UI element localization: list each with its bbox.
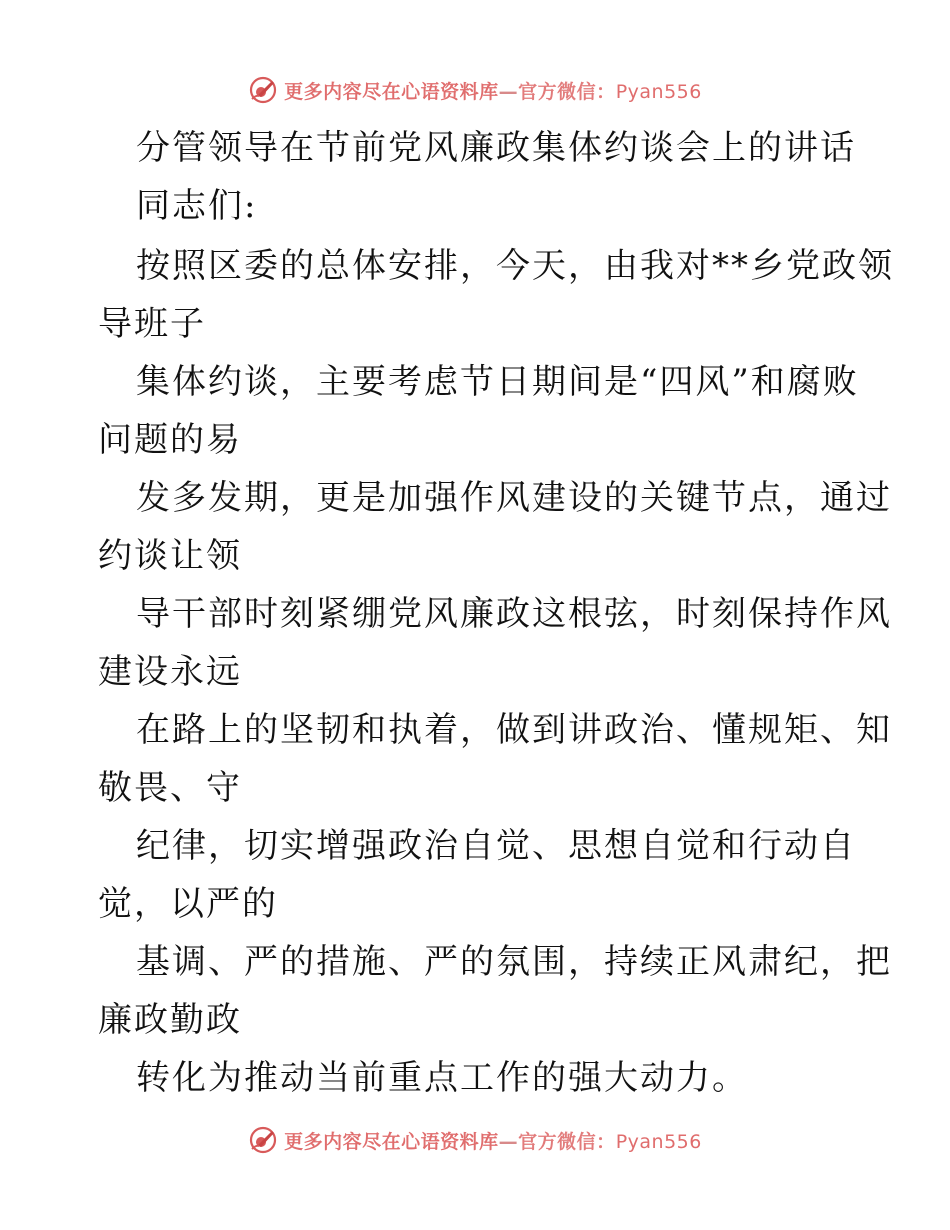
quill-logo-icon bbox=[248, 1125, 278, 1155]
watermark-wechat-label: 官方微信： bbox=[518, 1130, 616, 1153]
paragraph-line: 纪律，切实增强政治自觉、思想自觉和行动自 bbox=[136, 826, 856, 866]
paragraph-line: 建设永远 bbox=[98, 652, 242, 692]
quill-logo-icon bbox=[248, 75, 278, 105]
watermark-wechat-label: 官方微信： bbox=[518, 80, 616, 103]
watermark-text bbox=[284, 1127, 702, 1154]
paragraph-line: 在路上的坚韧和执着，做到讲政治、懂规矩、知 bbox=[136, 710, 892, 750]
paragraph-line: 基调、严的措施、严的氛围，持续正风肃纪，把 bbox=[136, 942, 892, 982]
paragraph-line: 转化为推动当前重点工作的强大动力。 bbox=[136, 1058, 748, 1098]
watermark-main: 更多内容尽在心语资料库 bbox=[284, 1130, 499, 1153]
paragraph-line: 觉，以严的 bbox=[98, 884, 278, 924]
watermark-text bbox=[284, 77, 702, 104]
paragraph-line: 问题的易 bbox=[98, 420, 242, 460]
salutation: 同志们: bbox=[136, 186, 258, 226]
watermark-main: 更多内容尽在心语资料库 bbox=[284, 80, 499, 103]
watermark-dash: — bbox=[498, 1130, 519, 1153]
watermark-wechat-id: Pyan556 bbox=[615, 80, 702, 103]
watermark-dash: — bbox=[498, 80, 519, 103]
watermark-banner-bottom bbox=[0, 1120, 950, 1160]
paragraph-line: 导干部时刻紧绷党风廉政这根弦，时刻保持作风 bbox=[136, 594, 892, 634]
document-title: 分管领导在节前党风廉政集体约谈会上的讲话 bbox=[136, 128, 856, 168]
watermark-banner-top bbox=[0, 70, 950, 110]
paragraph-line: 敬畏、守 bbox=[98, 768, 242, 808]
paragraph-line: 导班子 bbox=[98, 304, 206, 344]
paragraph-line: 集体约谈，主要考虑节日期间是“四风”和腐败 bbox=[136, 362, 859, 402]
paragraph-line: 廉政勤政 bbox=[98, 1000, 242, 1040]
paragraph-line: 约谈让领 bbox=[98, 536, 242, 576]
paragraph-line: 发多发期，更是加强作风建设的关键节点，通过 bbox=[136, 478, 892, 518]
paragraph-line: 按照区委的总体安排，今天，由我对**乡党政领 bbox=[136, 246, 894, 286]
watermark-wechat-id: Pyan556 bbox=[615, 1130, 702, 1153]
